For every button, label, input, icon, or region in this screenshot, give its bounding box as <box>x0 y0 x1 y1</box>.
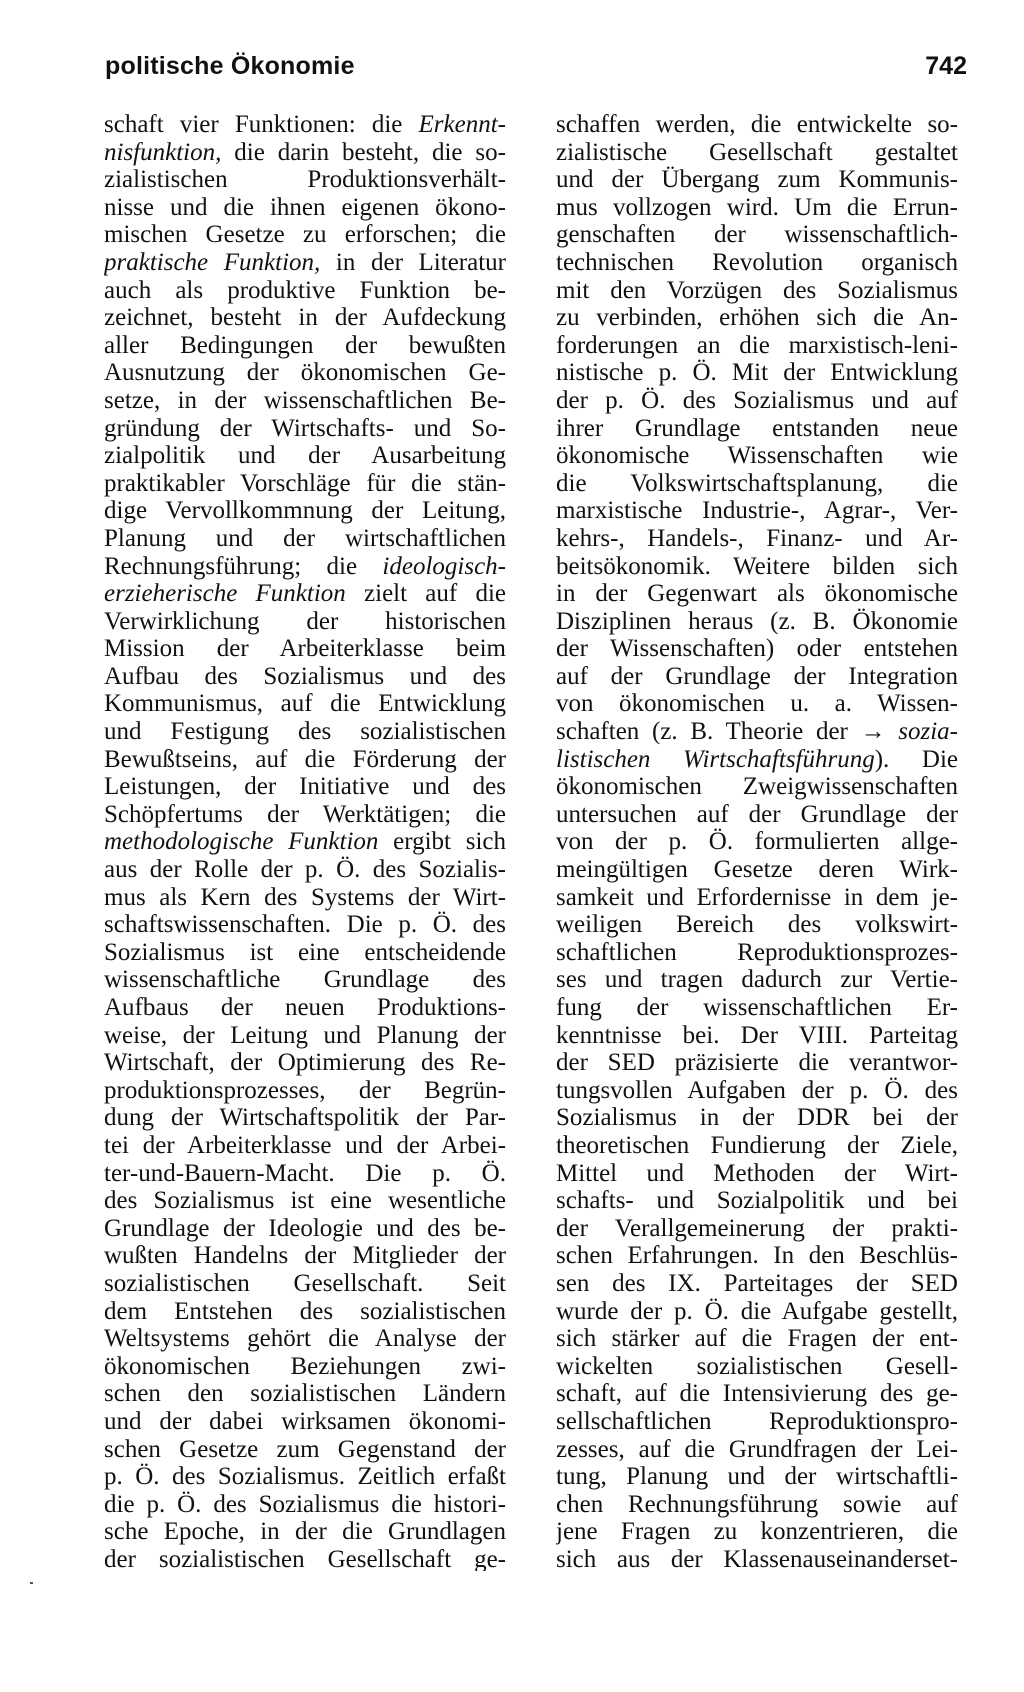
text-run: genschaften der wissenschaftlich- <box>556 221 958 249</box>
text-line <box>556 1242 958 1270</box>
text-run: zielt auf die <box>345 580 506 608</box>
text-line <box>556 359 958 387</box>
text-run: und Festigung des sozialistischen <box>104 718 506 746</box>
text-line <box>104 966 506 994</box>
text-line <box>556 1546 958 1571</box>
text-line <box>556 415 958 443</box>
text-line <box>104 801 506 829</box>
text-line <box>556 966 958 994</box>
text-line <box>556 442 958 470</box>
text-run: wissenschaftliche Grundlage des <box>104 966 506 994</box>
text-run: die p. Ö. des Sozialismus die histori- <box>104 1490 506 1518</box>
text-run: jene Fragen zu konzentrieren, die <box>556 1518 958 1546</box>
text-run: Planung und der wirtschaftlichen <box>104 524 506 552</box>
text-line <box>104 1215 506 1243</box>
text-line <box>556 1353 958 1381</box>
text-run: in der Literatur <box>320 248 506 276</box>
text-run: weiligen Bereich des volkswirt- <box>556 911 958 939</box>
text-run: p. Ö. des Sozialismus. Zeitlich erfaßt <box>104 1463 506 1491</box>
text-run: mit den Vorzügen des Sozialismus <box>556 276 958 304</box>
text-run: ökonomische Wissenschaften wie <box>556 442 958 470</box>
text-run: wußten Handelns der Mitglieder der <box>104 1242 506 1270</box>
text-line <box>104 663 506 691</box>
text-line <box>104 1380 506 1408</box>
text-line <box>104 1436 506 1464</box>
text-run: sich aus der Klassenauseinanderset- <box>556 1545 958 1571</box>
text-line <box>104 635 506 663</box>
italic-term: praktische Funktion, <box>104 248 321 276</box>
text-run: Aufbau des Sozialismus und des <box>104 662 506 690</box>
text-run: Wirtschaft, der Optimierung des Re- <box>104 1049 506 1077</box>
text-run: zu verbinden, erhöhen sich die An- <box>556 304 958 332</box>
text-run: sozialistischen Gesellschaft. Seit <box>104 1269 506 1297</box>
text-run: wurde der p. Ö. die Aufgabe gestellt, <box>556 1297 958 1325</box>
text-line <box>104 1132 506 1160</box>
text-run: Disziplinen heraus (z. B. Ökonomie <box>556 607 958 635</box>
text-line <box>104 1270 506 1298</box>
text-run: ). Die <box>874 745 958 773</box>
text-run: ter-und-Bauern-Macht. Die p. Ö. <box>104 1159 506 1187</box>
text-line <box>104 690 506 718</box>
text-line <box>556 166 958 194</box>
text-line <box>104 1491 506 1519</box>
text-line <box>556 553 958 581</box>
text-line <box>104 525 506 553</box>
italic-term: sozia- <box>898 718 958 746</box>
text-run: der SED präzisierte die verantwor- <box>556 1049 958 1077</box>
text-run: von ökonomischen u. a. Wissen- <box>556 690 958 718</box>
text-run: Sozialismus in der DDR bei der <box>556 1104 958 1132</box>
margin-mark <box>30 1582 33 1584</box>
text-line <box>104 1518 506 1546</box>
text-run: schen den sozialistischen Ländern <box>104 1380 506 1408</box>
text-line <box>556 525 958 553</box>
text-line <box>556 1380 958 1408</box>
text-line <box>104 1160 506 1188</box>
text-run: Rechnungsführung; die <box>104 552 383 580</box>
text-run: Aufbaus der neuen Produktions- <box>104 994 506 1021</box>
text-run: schaften (z. B. Theorie der → <box>556 718 899 746</box>
text-run: ses und tragen dadurch zur Vertie- <box>556 966 958 994</box>
text-run: schaffen werden, die entwickelte so- <box>556 111 958 138</box>
text-line <box>556 608 958 636</box>
text-line <box>104 884 506 912</box>
text-line <box>104 746 506 774</box>
text-run: in der Gegenwart als ökonomische <box>556 580 958 608</box>
text-run: kehrs-, Handels-, Finanz- und Ar- <box>556 524 958 552</box>
text-run: Schöpfertums der Werktätigen; die <box>104 800 506 828</box>
text-line <box>104 111 506 139</box>
text-run: beitsökonomik. Weitere bilden sich <box>556 552 958 580</box>
text-line <box>556 1132 958 1160</box>
text-run: samkeit und Erfordernisse in dem je- <box>556 883 958 911</box>
text-run: schaft vier Funktionen: die <box>104 111 419 138</box>
text-run: der Wissenschaften) oder entstehen <box>556 635 958 663</box>
text-line <box>556 111 958 139</box>
text-line <box>556 856 958 884</box>
text-run: schaftlichen Reproduktionsprozes- <box>556 938 958 966</box>
text-run: technischen Revolution organisch <box>556 248 958 276</box>
text-run: wickelten sozialistischen Gesell- <box>556 1352 958 1380</box>
text-run: Sozialismus ist eine entscheidende <box>104 938 506 966</box>
text-line <box>556 1408 958 1436</box>
text-run: ergibt sich <box>378 828 506 856</box>
text-line <box>104 856 506 884</box>
text-run: aus der Rolle der p. Ö. des Sozialis- <box>104 856 506 884</box>
text-line <box>104 359 506 387</box>
text-line <box>556 387 958 415</box>
text-line <box>556 277 958 305</box>
text-run: kenntnisse bei. Der VIII. Parteitag <box>556 1021 958 1049</box>
text-run: Weltsystems gehört die Analyse der <box>104 1325 506 1353</box>
text-run: Grundlage der Ideologie und des be- <box>104 1214 506 1242</box>
text-run: Ausnutzung der ökonomischen Ge- <box>104 359 506 387</box>
text-line <box>556 332 958 360</box>
text-line <box>104 387 506 415</box>
text-run: zialistischen Produktionsverhält- <box>104 166 506 194</box>
text-line <box>556 139 958 167</box>
text-line <box>556 1270 958 1298</box>
text-run: sich stärker auf die Fragen der ent- <box>556 1325 958 1353</box>
text-line <box>104 911 506 939</box>
text-run: ökonomischen Zweigwissenschaften <box>556 773 958 801</box>
text-run: der p. Ö. des Sozialismus und auf <box>556 386 958 414</box>
text-line <box>556 801 958 829</box>
text-line <box>556 773 958 801</box>
text-run: sche Epoche, in der die Grundlagen <box>104 1518 506 1546</box>
text-line <box>556 1491 958 1519</box>
text-line <box>104 221 506 249</box>
text-line <box>104 1463 506 1491</box>
text-line <box>556 1077 958 1105</box>
text-run: schen Gesetze zum Gegenstand der <box>104 1435 506 1463</box>
italic-term: Erkennt- <box>418 111 506 138</box>
text-line <box>556 1436 958 1464</box>
text-line <box>104 1353 506 1381</box>
text-line <box>556 1325 958 1353</box>
text-run: zialpolitik und der Ausarbeitung <box>104 442 506 470</box>
text-line <box>556 1187 958 1215</box>
text-run: praktikabler Vorschläge für die stän- <box>104 469 506 497</box>
text-line <box>104 580 506 608</box>
text-run: nisse und die ihnen eigenen ökono- <box>104 193 506 221</box>
text-line <box>556 994 958 1022</box>
text-run: zialistische Gesellschaft gestaltet <box>556 138 958 166</box>
text-line <box>104 1298 506 1326</box>
text-line <box>556 635 958 663</box>
text-run: schafts- und Sozialpolitik und bei <box>556 1187 958 1215</box>
text-run: aller Bedingungen der bewußten <box>104 331 506 359</box>
text-line <box>104 553 506 581</box>
text-run: mus vollzogen wird. Um die Errun- <box>556 193 958 221</box>
text-run: forderungen an die marxistisch-leni- <box>556 331 958 359</box>
text-run: meingültigen Gesetze deren Wirk- <box>556 856 958 884</box>
page-header <box>105 52 967 88</box>
text-run: Mission der Arbeiterklasse beim <box>104 635 506 663</box>
text-line <box>104 277 506 305</box>
text-line <box>104 166 506 194</box>
text-line <box>104 718 506 746</box>
text-line <box>556 718 958 746</box>
text-run: von der p. Ö. formulierten allge- <box>556 828 958 856</box>
text-line <box>556 497 958 525</box>
text-run: schaftswissenschaften. Die p. Ö. des <box>104 911 506 939</box>
text-line <box>104 470 506 498</box>
text-run: marxistische Industrie-, Agrar-, Ver- <box>556 497 958 525</box>
text-run: produktionsprozesses, der Begrün- <box>104 1076 506 1104</box>
text-run: setze, in der wissenschaftlichen Be- <box>104 386 506 414</box>
italic-term: erzieherische Funktion <box>104 580 346 608</box>
text-run: dem Entstehen des sozialistischen <box>104 1297 506 1325</box>
text-line <box>104 1546 506 1571</box>
text-line <box>104 1022 506 1050</box>
text-run: dige Vervollkommnung der Leitung, <box>104 497 506 525</box>
text-run: schaft, auf die Intensivierung des ge- <box>556 1380 958 1408</box>
text-line <box>104 497 506 525</box>
text-line <box>556 884 958 912</box>
text-line <box>104 1242 506 1270</box>
text-line <box>556 663 958 691</box>
text-line <box>556 1022 958 1050</box>
text-line <box>556 1298 958 1326</box>
text-run: mus als Kern des Systems der Wirt- <box>104 883 506 911</box>
text-line <box>104 1104 506 1132</box>
text-line <box>556 221 958 249</box>
running-head-title: politische Ökonomie <box>105 52 355 80</box>
text-line <box>556 1049 958 1077</box>
text-line <box>556 746 958 774</box>
text-line <box>556 304 958 332</box>
text-line <box>104 304 506 332</box>
text-run: schen Erfahrungen. In den Beschlüs- <box>556 1242 958 1270</box>
text-line <box>104 442 506 470</box>
text-run: Bewußtseins, auf die Förderung der <box>104 745 506 773</box>
text-run: auf der Grundlage der Integration <box>556 662 958 690</box>
text-line <box>104 1325 506 1353</box>
text-line <box>104 139 506 167</box>
text-line <box>556 1518 958 1546</box>
text-line <box>104 994 506 1022</box>
text-run: sen des IX. Parteitages der SED <box>556 1269 958 1297</box>
text-run: weise, der Leitung und Planung der <box>104 1021 506 1049</box>
text-run: nistische p. Ö. Mit der Entwicklung <box>556 359 958 387</box>
text-run: sellschaftlichen Reproduktionspro- <box>556 1407 958 1435</box>
text-column-left <box>104 111 506 1571</box>
text-line <box>104 415 506 443</box>
text-line <box>104 939 506 967</box>
text-run: tei der Arbeiterklasse und der Arbei- <box>104 1131 506 1159</box>
text-run: mischen Gesetze zu erforschen; die <box>104 221 506 249</box>
text-line <box>556 194 958 222</box>
text-run: Leistungen, der Initiative und des <box>104 773 506 801</box>
italic-term: nisfunktion, <box>104 138 222 166</box>
text-run: der sozialistischen Gesellschaft ge- <box>104 1545 506 1571</box>
italic-term: ideologisch- <box>382 552 506 580</box>
text-line <box>556 939 958 967</box>
text-run: und der Übergang zum Kommunis- <box>556 166 958 194</box>
text-line <box>556 1463 958 1491</box>
text-line <box>556 828 958 856</box>
text-run: die Volkswirtschaftsplanung, die <box>556 469 958 497</box>
text-line <box>104 249 506 277</box>
text-line <box>104 608 506 636</box>
text-run: ihrer Grundlage entstanden neue <box>556 414 958 442</box>
text-run: Mittel und Methoden der Wirt- <box>556 1159 958 1187</box>
text-line <box>556 249 958 277</box>
page-number: 742 <box>925 52 967 80</box>
text-run: untersuchen auf der Grundlage der <box>556 800 958 828</box>
text-run: und der dabei wirksamen ökonomi- <box>104 1407 506 1435</box>
text-run: die darin besteht, die so- <box>221 138 506 166</box>
text-run: tung, Planung und der wirtschaftli- <box>556 1463 958 1491</box>
text-run: des Sozialismus ist eine wesentliche <box>104 1187 506 1215</box>
italic-term: listischen Wirtschaftsführung <box>556 745 875 773</box>
text-run: zeichnet, besteht in der Aufdeckung <box>104 304 506 332</box>
text-run: Kommunismus, auf die Entwicklung <box>104 690 506 718</box>
text-run: theoretischen Fundierung der Ziele, <box>556 1131 958 1159</box>
text-line <box>556 470 958 498</box>
text-run: zesses, auf die Grundfragen der Lei- <box>556 1435 958 1463</box>
text-line <box>104 828 506 856</box>
text-run: gründung der Wirtschafts- und So- <box>104 414 506 442</box>
text-line <box>104 194 506 222</box>
text-run: Verwirklichung der historischen <box>104 607 506 635</box>
text-line <box>556 1104 958 1132</box>
text-run: fung der wissenschaftlichen Er- <box>556 994 958 1021</box>
text-line <box>556 580 958 608</box>
text-line <box>556 911 958 939</box>
text-line <box>104 1049 506 1077</box>
text-line <box>104 773 506 801</box>
text-run: chen Rechnungsführung sowie auf <box>556 1490 958 1518</box>
text-line <box>556 690 958 718</box>
text-line <box>104 1408 506 1436</box>
text-line <box>104 1187 506 1215</box>
italic-term: methodologische Funktion <box>104 828 379 856</box>
text-column-right <box>556 111 958 1571</box>
text-run: tungsvollen Aufgaben der p. Ö. des <box>556 1076 958 1104</box>
text-run: ökonomischen Beziehungen zwi- <box>104 1352 506 1380</box>
text-line <box>104 332 506 360</box>
text-line <box>556 1215 958 1243</box>
text-run: der Verallgemeinerung der prakti- <box>556 1214 958 1242</box>
text-run: auch als produktive Funktion be- <box>104 276 506 304</box>
text-line <box>556 1160 958 1188</box>
text-line <box>104 1077 506 1105</box>
text-run: dung der Wirtschaftspolitik der Par- <box>104 1104 506 1132</box>
